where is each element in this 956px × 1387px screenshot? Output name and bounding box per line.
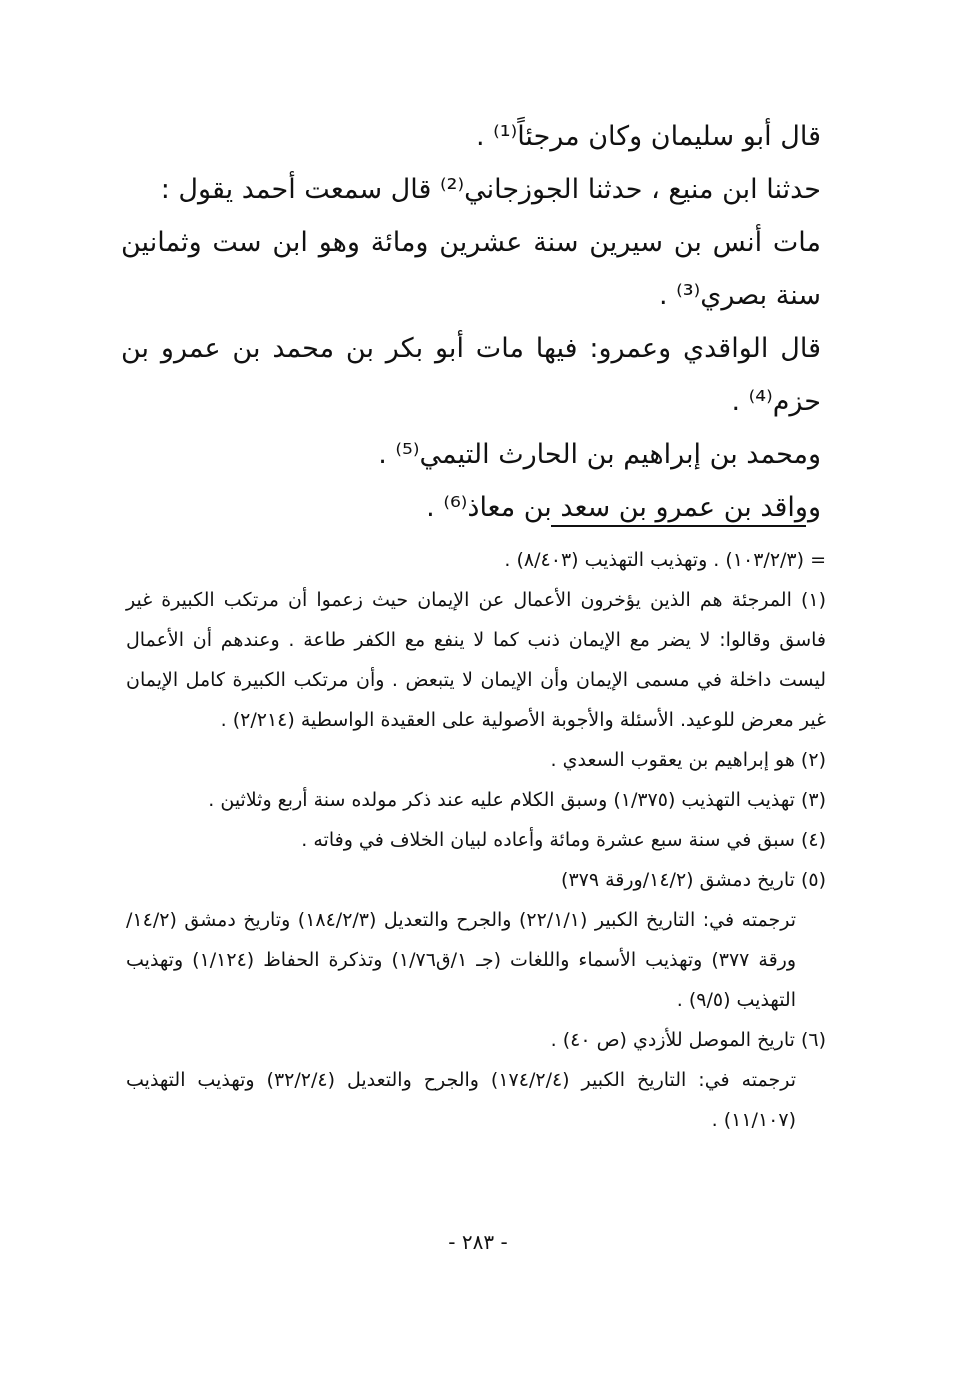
footnote-5: (٥) تاريخ دمشق (١٤/٢/ورقة ٣٧٩): [561, 869, 826, 891]
page-number: - ٢٨٣ -: [448, 1230, 508, 1254]
footnote-4: (٤) سبق في سنة سبع عشرة ومائة وأعاده لبيان الخلاف في وفاته .: [301, 829, 826, 851]
footnote-1: (١) المرجئة هم الذين يؤخرون الأعمال عن الإيمان حيث زعموا أن مرتكب الكبيرة غير فاسق وقالوا: لا يضر مع الإيمان ذنب كما لا ينفع مع الكفر طاعة . وعندهم أن الأعمال ليست داخلة في مسمى الإيمان وأن الإيمان لا يتبعض . وأن مرتكب الكبيرة كامل الإيمان غير معرض للوعيد. الأسئلة والأجوبة الأصولية على العقيدة الواسطية (٢/٢١٤) .: [126, 589, 826, 731]
footnote-2: (٢) هو إبراهيم بن يعقوب السعدي .: [550, 749, 826, 771]
main-line-5: ومحمد بن إبراهيم بن الحارث التيمي⁽⁵⁾ .: [378, 439, 821, 470]
main-line-1: قال أبو سليمان وكان مرجئاً⁽¹⁾ .: [475, 121, 821, 152]
footnote-3: (٣) تهذيب التهذيب (١/٣٧٥) وسبق الكلام عليه عند ذكر مولده سنة أربع وثلاثين .: [208, 789, 826, 811]
main-line-4: قال الواقدي وعمرو: فيها مات أبو بكر بن محمد بن عمرو بن حزم⁽⁴⁾ .: [121, 333, 821, 417]
main-line-3: مات أنس بن سيرين سنة عشرين ومائة وهو ابن ست وثمانين سنة بصري⁽³⁾ .: [121, 227, 821, 311]
main-line-6: وواقد بن عمرو بن سعد بن معاذ⁽⁶⁾ .: [426, 492, 821, 523]
main-text: [121, 110, 821, 534]
footnote-separator: [551, 525, 806, 527]
footnote-continued: = (١٠٣/٢/٣) . وتهذيب التهذيب (٨/٤٠٣) .: [504, 549, 826, 571]
footnote-5-sources: ترجمته في: التاريخ الكبير (٢٢/١/١) والجرح والتعديل (١٨٤/٢/٣) وتاريخ دمشق (١٤/٢/ورقة ٣٧٧) وتهذيب الأسماء واللغات (جـ ١/ق١/٧٦) وتذكرة الحفاظ (١/١٢٤) وتهذيب التهذيب (٩/٥) .: [126, 909, 797, 1011]
footnote-6-sources: ترجمته في: التاريخ الكبير (١٧٤/٢/٤) والجرح والتعديل (٣٢/٢/٤) وتهذيب التهذيب (١١/١٠٧) .: [126, 1069, 796, 1131]
footnotes: [126, 540, 826, 1140]
footnote-6: (٦) تاريخ الموصل للأزدي (ص ٤٠) .: [550, 1029, 826, 1051]
main-line-2: حدثنا ابن منيع ، حدثنا الجوزجاني⁽²⁾ قال سمعت أحمد يقول :: [160, 174, 821, 205]
